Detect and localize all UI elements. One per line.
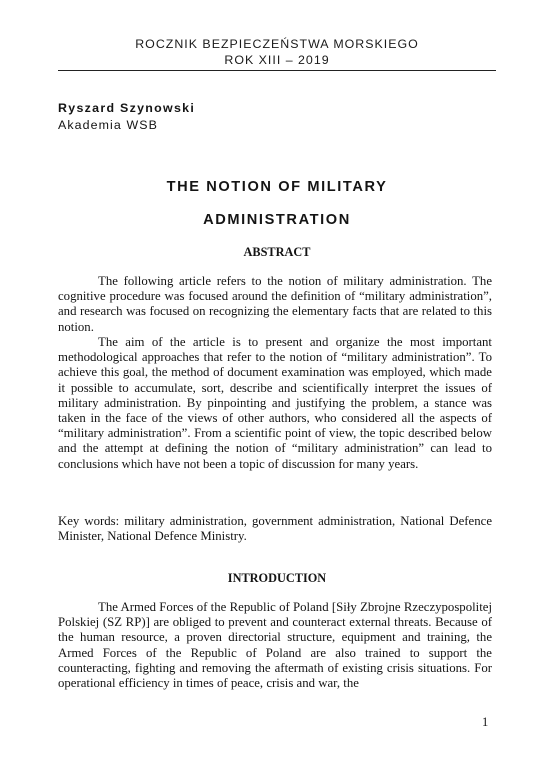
abstract-paragraph-1: The following article refers to the notion of military administration. The cognitive procedure was focused around the definition of “military administration”, and research was focused on recognizing the elementary facts that are related to this notion. [58,274,492,334]
keywords: Key words: military administration, government administration, National Defence Minister, National Defence Ministry. [58,514,492,544]
introduction-paragraph-1: The Armed Forces of the Republic of Poland [Siły Zbrojne Rzeczypospolitej Polskiej (SZ RP)] are obliged to prevent and counteract external threats. Because of the human resource, a proven directorial structure, equipment and training, the Armed Forces of the Republic of Poland are also trained to support the counteracting, fighting and removing the aftermath of existing crisis situations. For operational efficiency in times of peace, crisis and war, the [58,600,492,691]
author-name: Ryszard Szynowski [58,101,196,115]
abstract-heading: ABSTRACT [243,245,311,259]
page-number: 1 [482,715,489,729]
journal-title: ROCZNIK BEZPIECZEŃSTWA MORSKIEGO [135,37,419,51]
article-title-line-1: THE NOTION OF MILITARY [166,179,388,195]
abstract-paragraph-2: The aim of the article is to present and organize the most important methodological approaches that refer to the notion of “military administration”. To achieve this goal, the method of document examination was employed, which made it possible to accumulate, sort, describe and scientifically interpret the issues of military administration. By pinpointing and justifying the problem, a stance was taken in the face of the views of other authors, who considered all the aspects of “military administration”. From a scientific point of view, the topic described below and the attempt at defining the notion of “military administration” can lead to conclusions which have not been a topic of discussion for many years. [58,335,492,471]
header-rule [58,70,496,71]
journal-volume: ROK XIII – 2019 [224,53,330,67]
author-affiliation: Akademia WSB [58,118,158,132]
article-title-line-2: ADMINISTRATION [203,212,351,228]
introduction-heading: INTRODUCTION [227,571,327,585]
